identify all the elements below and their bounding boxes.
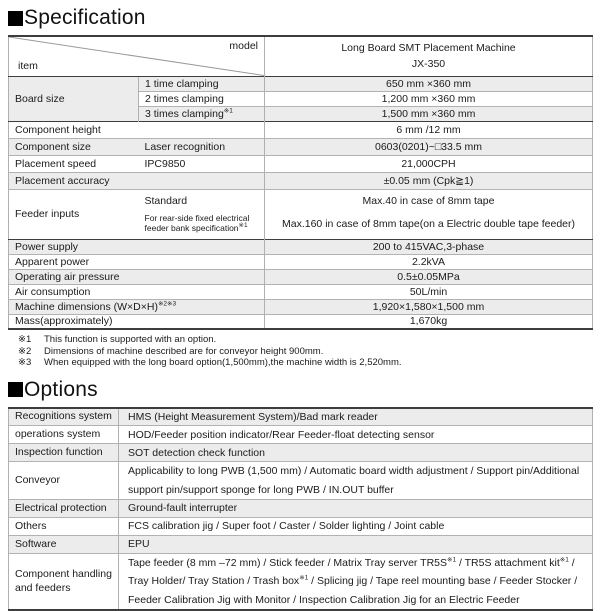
diagonal-divider-line bbox=[9, 37, 264, 76]
spec-item-power-supply: Power supply bbox=[9, 239, 265, 254]
spec-subitem bbox=[139, 189, 265, 239]
spec-item-board-size: Board size bbox=[9, 76, 139, 121]
footnote-marker: ※2 bbox=[18, 345, 32, 357]
option-item-component-handling: Component handling and feeders bbox=[9, 553, 119, 610]
option-value: Ground-fault interrupter bbox=[119, 499, 593, 517]
footnote-1 bbox=[18, 334, 592, 346]
spec-header-row bbox=[9, 36, 593, 76]
spec-value: 0603(0201)~□33.5 mm bbox=[265, 138, 593, 155]
spec-value: 1,670kg bbox=[265, 314, 593, 329]
table-row bbox=[9, 426, 593, 444]
table-row bbox=[9, 269, 593, 284]
spec-value: 1,200 mm ×360 mm bbox=[265, 91, 593, 106]
table-row bbox=[9, 254, 593, 269]
option-value: HMS (Height Measurement System)/Bad mark reader bbox=[119, 408, 593, 426]
table-row bbox=[9, 517, 593, 535]
spec-value: 650 mm ×360 mm bbox=[265, 76, 593, 91]
option-item-software: Software bbox=[9, 535, 119, 553]
spec-item-mass: Mass(approximately) bbox=[9, 314, 265, 329]
option-value: FCS calibration jig / Super foot / Caster / Solder lighting / Joint cable bbox=[119, 517, 593, 535]
spec-item-component-height: Component height bbox=[9, 121, 265, 138]
machine-name: Long Board SMT Placement Machine bbox=[341, 41, 516, 54]
spec-value bbox=[265, 189, 593, 239]
option-item-inspection-function: Inspection function bbox=[9, 444, 119, 462]
spec-value: 2.2kVA bbox=[265, 254, 593, 269]
footnote-2 bbox=[18, 346, 592, 358]
footnote-3 bbox=[18, 357, 592, 369]
table-row bbox=[9, 314, 593, 329]
table-row bbox=[9, 535, 593, 553]
option-item-conveyor: Conveyor bbox=[9, 462, 119, 500]
table-row bbox=[9, 284, 593, 299]
options-table bbox=[8, 407, 593, 611]
table-row bbox=[9, 499, 593, 517]
machine-model: JX-350 bbox=[411, 58, 446, 71]
table-row bbox=[9, 189, 593, 239]
model-corner-label: model bbox=[229, 40, 258, 52]
spec-item-air-consumption: Air consumption bbox=[9, 284, 265, 299]
table-row bbox=[9, 76, 593, 91]
spec-subitem: IPC9850 bbox=[139, 155, 265, 172]
option-value: Applicability to long PWB (1,500 mm) / Automatic board width adjustment / Support pin/Additional support pin/support sponge for long PWB / IN.OUT buffer bbox=[119, 462, 593, 500]
item-corner-label: item bbox=[18, 59, 38, 72]
footnote-text: When equipped with the long board option(1,500mm),the machine width is 2,520mm. bbox=[44, 357, 402, 369]
option-item-electrical-protection: Electrical protection bbox=[9, 499, 119, 517]
black-square-icon bbox=[8, 11, 23, 26]
option-item-operations-system: operations system bbox=[9, 426, 119, 444]
table-row bbox=[9, 462, 593, 500]
footnote-text: Dimensions of machine described are for conveyor height 900mm. bbox=[44, 345, 324, 357]
option-value: EPU bbox=[119, 535, 593, 553]
table-row bbox=[9, 155, 593, 172]
feeder-sub-standard: Standard bbox=[144, 194, 188, 207]
spec-item-machine-dimensions: Machine dimensions $(W\times D\times H)^{※2※3}$ bbox=[9, 299, 265, 314]
footnote-marker: ※3 bbox=[18, 357, 32, 369]
spec-value: ±0.05 mm (Cpk≧1) bbox=[265, 172, 593, 189]
option-item-recognitions-system: Recognitions system bbox=[15, 410, 112, 423]
table-row bbox=[9, 172, 593, 189]
option-item-others: Others bbox=[9, 517, 119, 535]
footnote-marker: ※1 bbox=[18, 334, 32, 345]
feeder-value-line1: Max.40 in case of 8mm tape bbox=[362, 194, 495, 207]
spec-subitem: Laser recognition bbox=[139, 138, 265, 155]
diagonal-header-cell bbox=[9, 36, 265, 76]
spec-subitem: 1 time clamping bbox=[139, 76, 265, 91]
feeder-value-line2: Max.160 in case of 8mm tape(on a Electric double tape feeder) bbox=[282, 217, 575, 230]
spec-subitem: 2 times clamping bbox=[139, 91, 265, 106]
table-row bbox=[9, 239, 593, 254]
table-row bbox=[9, 553, 593, 610]
spec-value: 1,920×1,580×1,500 mm bbox=[265, 299, 593, 314]
feeder-sub-note: For rear-side fixed electrical feeder bank specification$^{※1}$ bbox=[144, 212, 250, 233]
machine-name-header-cell bbox=[265, 36, 593, 76]
spec-item-apparent-power: Apparent power bbox=[9, 254, 265, 269]
spec-item-placement-accuracy: Placement accuracy bbox=[9, 172, 265, 189]
specification-section-title bbox=[8, 6, 592, 30]
spec-value: 50L/min bbox=[265, 284, 593, 299]
spec-item-placement-speed: Placement speed bbox=[9, 155, 139, 172]
spec-value: 21,000CPH bbox=[265, 155, 593, 172]
table-row bbox=[9, 138, 593, 155]
options-title-text: Options bbox=[24, 377, 98, 401]
specification-title-text: Specification bbox=[24, 6, 146, 29]
footnote-text: This function is supported with an option. bbox=[44, 334, 217, 345]
spec-value: 1,500 mm ×360 mm bbox=[265, 106, 593, 121]
specification-table bbox=[8, 35, 593, 330]
option-value: Tape feeder (8 mm –72 mm) / Stick feeder / Matrix Tray server $TR5S^{※1} / TR5S$ attachment kit$^{※1}$ / Tray Holder/ Tray Station / Trash box$^{※1}$ / Splicing jig / Tape reel mounting base / Feeder Stocker / Feeder Calibration Jig with Monitor / Inspection Calibration Jig for an Electric Feeder bbox=[119, 553, 593, 610]
table-row bbox=[9, 408, 593, 426]
table-row bbox=[9, 121, 593, 138]
table-row bbox=[9, 444, 593, 462]
option-value: HOD/Feeder position indicator/Rear Feeder-float detecting sensor bbox=[119, 426, 593, 444]
spec-item-feeder-inputs: Feeder inputs bbox=[9, 189, 139, 239]
option-value: SOT detection check function bbox=[119, 444, 593, 462]
spec-subitem: 3 times clamping$^{※1}$ bbox=[139, 106, 265, 121]
spec-value: 0.5±0.05MPa bbox=[265, 269, 593, 284]
options-section-title bbox=[8, 378, 592, 402]
table-row bbox=[9, 299, 593, 314]
spec-item-operating-air-pressure: Operating air pressure bbox=[9, 269, 265, 284]
black-square-icon bbox=[8, 382, 23, 397]
spec-item-component-size: Component size bbox=[9, 138, 139, 155]
spec-value: 200 to 415VAC,3-phase bbox=[265, 239, 593, 254]
footnotes bbox=[18, 334, 592, 369]
spec-value: 6 mm /12 mm bbox=[265, 121, 593, 138]
